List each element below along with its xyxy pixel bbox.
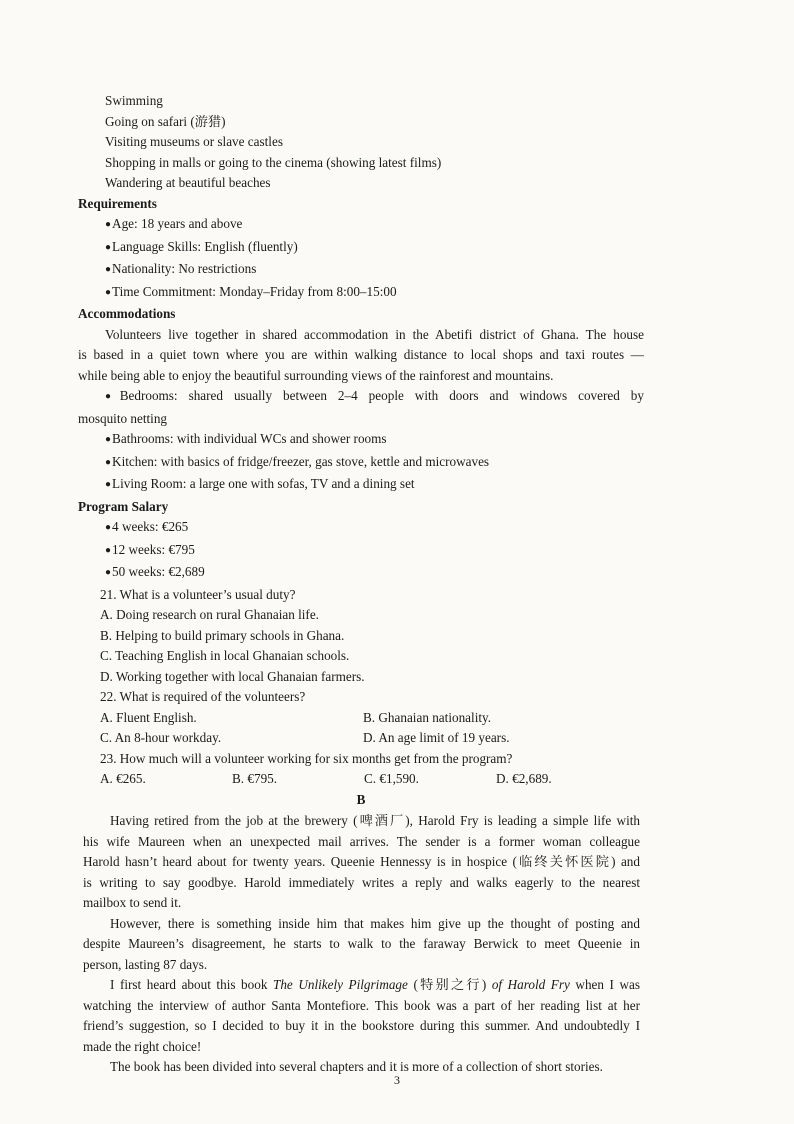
question-stem: 23. How much will a volunteer working for six months get from the program? [100,750,513,766]
question-stem: 22. What is required of the volunteers? [100,689,306,704]
activity-item: Going on safari (游猎) [105,113,226,129]
passage-paragraph-3 [78,975,640,1057]
question-option: C. €1,590. [364,771,419,786]
accommodation-item: ● Bathrooms: with individual WCs and shower rooms [78,429,644,452]
accommodation-item: ● Living Room: a large one with sofas, TV and a dining set [78,474,644,497]
text-line: is based in a quiet town where you are within walking distance to local shops and taxi routes — [78,347,644,362]
text-line: his wife Maureen when an unexpected mail arrives. The sender is a former woman colleague [83,833,640,849]
question-option: C. Teaching English in local Ghanaian schools. [100,648,350,663]
text-line: made the right choice! [83,1038,202,1054]
question-option: B. €795. [232,771,278,786]
question-option: B. Helping to build primary schools in Ghana. [100,627,345,643]
text-line: is writing to say goodbye. Harold immediately writes a reply and walks eagerly to the nearest [83,874,640,890]
text-line: mosquito netting [78,410,168,426]
text-line: watching the interview of author Santa Montefiore. This book was a part of her reading list at her [83,997,640,1013]
text-line: while being able to enjoy the beautiful surrounding views of the rainforest and mountains. [78,367,554,383]
book-title: The Unlikely Pilgrimage [272,977,408,992]
accommodations-paragraph [78,325,644,387]
option-row [78,708,644,729]
requirements-list [78,214,644,304]
section-b-label: B [356,791,366,807]
text-line: Volunteers live together in shared accommodation in the Abetifi district of Ghana. The house [105,326,644,342]
question-option: D. Working together with local Ghanaian farmers. [100,668,365,684]
book-title-suffix: of Harold Fry [491,977,570,992]
text-line: despite Maureen’s disagreement, he starts to walk to the faraway Berwick to meet Queenie in [83,936,640,951]
text-line: However, there is something inside him that makes him give up the thought of posting and [110,915,640,931]
question-option: D. €2,689. [496,771,552,786]
requirement-item: ● Nationality: No restrictions [78,259,644,282]
question-23 [78,749,644,790]
passage-paragraph-1 [78,811,640,914]
question-option: B. Ghanaian nationality. [363,709,492,725]
activity-item: Shopping in malls or going to the cinema (showing latest films) [105,154,442,170]
option-row [78,769,644,790]
requirement-item: ● Age: 18 years and above [78,214,644,237]
text-line: Having retired from the job at the brewery (啤酒厂), Harold Fry is leading a simple life with [110,813,640,828]
document-page [78,91,644,1078]
page-number: 3 [394,1073,400,1087]
question-option: A. €265. [100,771,146,786]
accommodation-item-bedrooms: ● Bedrooms: shared usually between 2–4 people with doors and windows covered by [78,386,644,409]
salary-item: ● 50 weeks: €2,689 [78,562,644,585]
text-line: person, lasting 87 days. [83,956,208,972]
question-option: C. An 8-hour workday. [100,730,222,745]
activity-item: Wandering at beautiful beaches [105,175,271,190]
question-22 [78,687,644,749]
salary-item: ● 4 weeks: €265 [78,517,644,540]
accommodation-item: ● Kitchen: with basics of fridge/freezer, gas stove, kettle and microwaves [78,452,644,475]
question-21 [78,585,644,688]
text-line: friend’s suggestion, so I decided to buy it in the bookstore during this summer. And undoubtedly I [83,1018,640,1033]
activity-list [78,91,644,194]
activity-item: Swimming [105,93,163,108]
text-line: Harold hasn’t heard about for twenty years. Queenie Hennessy is in hospice (临终关怀医院) and [83,854,640,869]
question-option: D. An age limit of 19 years. [363,730,510,745]
requirements-heading: Requirements [78,195,157,211]
question-option: A. Doing research on rural Ghanaian life. [100,607,319,622]
text-line: I first heard about this book The Unlikely Pilgrimage (特别之行) of Harold Fry when I was [110,977,640,992]
text-line: mailbox to send it. [83,895,182,910]
text-line: The book has been divided into several chapters and it is more of a collection of short stories. [110,1059,603,1074]
question-option: A. Fluent English. [100,709,197,725]
requirement-item: ● Time Commitment: Monday–Friday from 8:00–15:00 [78,282,644,305]
passage-paragraph-2 [78,914,640,976]
accommodations-heading: Accommodations [78,306,176,321]
option-row [78,728,644,749]
requirement-item: ● Language Skills: English (fluently) [78,237,644,260]
activity-item: Visiting museums or slave castles [105,134,283,149]
salary-item: ● 12 weeks: €795 [78,540,644,563]
question-stem: 21. What is a volunteer’s usual duty? [100,586,296,602]
salary-heading: Program Salary [78,498,169,514]
